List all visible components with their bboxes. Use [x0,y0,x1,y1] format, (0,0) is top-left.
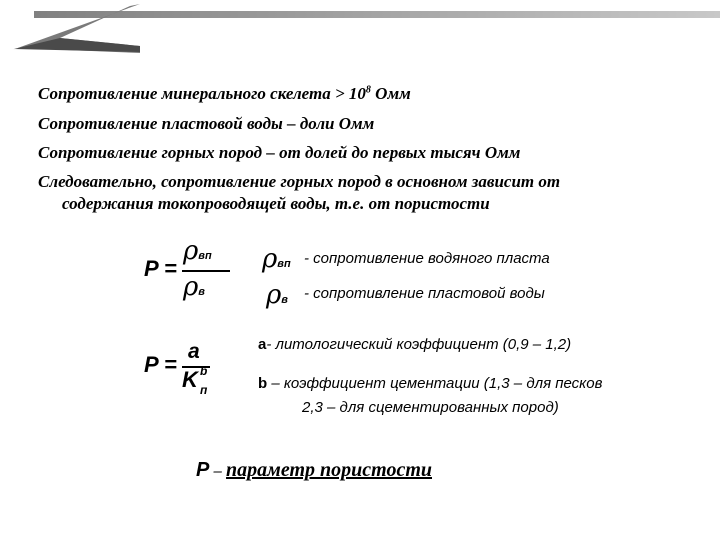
legend-rho-vp-text: - сопротивление водяного пласта [304,250,550,267]
legend-rho-v: ρв [266,280,288,310]
formula2-lhs: P = [144,352,177,377]
legend-rho-vp: ρвп [262,244,291,274]
porosity-parameter: P – параметр пористости [196,459,432,481]
line-conclusion-1: Следовательно, сопротивление горных пород в основном зависит от [38,172,561,191]
line-rock-resistance: Сопротивление горных пород – от долей до первых тысяч Омм [38,143,521,162]
line-skeleton-resistance: Сопротивление минерального скелета > $10^8$ Омм [38,84,411,103]
line-water-resistance: Сопротивление пластовой воды – доли Омм [38,114,375,133]
formula1-lhs: P = [144,256,177,281]
formula2-subscript: п [200,383,208,397]
header-decoration [0,0,720,60]
formula2-exponent: b [200,364,208,378]
formula1-numerator: ρвп [183,236,212,266]
header-bar [34,11,720,18]
legend-b: b – коэффициент цементации (1,3 – для песков [258,375,603,392]
formula2-numerator: a [188,340,200,363]
legend-b-line2: 2,3 – для сцементированных пород) [302,399,559,416]
line-conclusion-2: содержания токопроводящей воды, т.е. от пористости [62,194,490,213]
legend-a: а- литологический коэффициент (0,9 – 1,2) [258,336,572,353]
formula2-denominator: K [182,367,198,392]
legend-rho-v-text: - сопротивление пластовой воды [304,285,545,302]
formula1-denominator: ρв [183,272,205,302]
